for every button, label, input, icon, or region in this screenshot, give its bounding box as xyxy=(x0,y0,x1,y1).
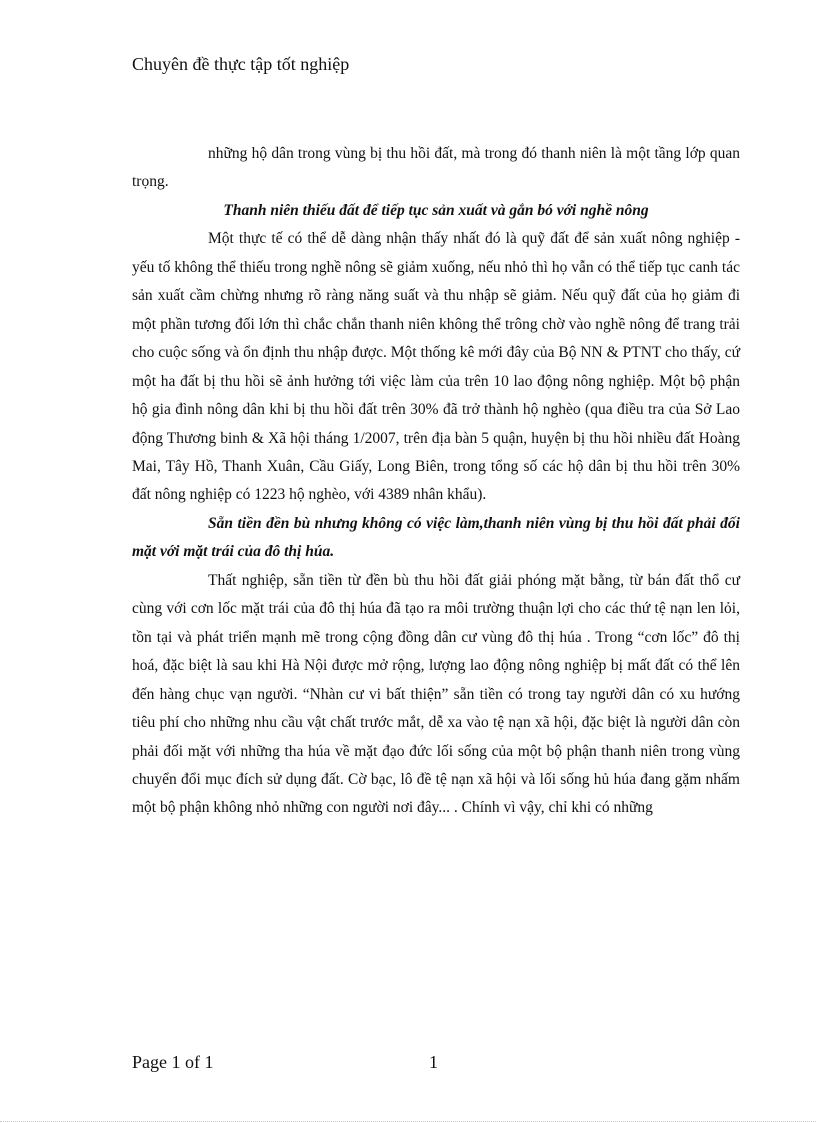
paragraph-2: Một thực tế có thể dễ dàng nhận thấy nhất đó là quỹ đất để sản xuất nông nghiệp - yếu tố không thể thiếu trong nghề nông sẽ giảm xuống, nếu nhỏ thì họ vẫn có thể tiếp tục canh tác sản xuất cầm chừng nhưng rõ ràng năng suất và thu nhập sẽ giảm. Nếu quỹ đất của họ giảm đi một phần tương đối lớn thì chắc chắn thanh niên không thể trông chờ vào nghề nông để trang trải cho cuộc sống và ổn định thu nhập được. Một thống kê mới đây của Bộ NN & PTNT cho thấy, cứ một ha đất bị thu hồi sẽ ảnh hưởng tới việc làm của trên 10 lao động nông nghiệp. Một bộ phận hộ gia đình nông dân khi bị thu hồi đất trên 30% đã trở thành hộ nghèo (qua điều tra của Sở Lao động Thương binh & Xã hội tháng 1/2007, trên địa bàn 5 quận, huyện bị thu hồi nhiều đất Hoàng Mai, Tây Hồ, Thanh Xuân, Cầu Giấy, Long Biên, trong tổng số các hộ dân bị thu hồi trên 30% đất nông nghiệp có 1223 hộ nghèo, với 4389 nhân khẩu). xyxy=(132,230,740,504)
page-edge-divider xyxy=(0,1121,816,1122)
section-heading-2: Sẵn tiền đền bù nhưng không có việc làm,thanh niên vùng bị thu hồi đất phải đối mặt với mặt trái của đô thị húa. xyxy=(132,514,740,561)
header-title: Chuyên đề thực tập tốt nghiệp xyxy=(132,54,350,74)
footer-page-label: Page 1 of 1 xyxy=(132,1052,214,1072)
paragraph-1: những hộ dân trong vùng bị thu hồi đất, mà trong đó thanh niên là một tầng lớp quan trọng. xyxy=(132,145,740,191)
footer-page-number: 1 xyxy=(429,1052,438,1072)
paragraph-3: Thất nghiệp, sẵn tiền từ đền bù thu hồi đất giải phóng mặt bằng, từ bán đất thổ cư cùng với cơn lốc mặt trái của đô thị húa đã tạo ra môi trường thuận lợi cho các thứ tệ nạn len lỏi, tồn tại và phát triển mạnh mẽ trong cộng đồng dân cư vùng đô thị húa . Trong “cơn lốc” đô thị hoá, đặc biệt là sau khi Hà Nội được mở rộng, lượng lao động nông nghiệp bị mất đất có thể lên đến hàng chục vạn người. “Nhàn cư vi bất thiện” sẵn tiền có trong tay người dân có xu hướng tiêu phí cho những nhu cầu vật chất trước mắt, dễ xa vào tệ nạn xã hội, đặc biệt là người dân còn phải đối mặt với những tha húa về mặt đạo đức lối sống của một bộ phận thanh niên trong vùng chuyển đổi mục đích sử dụng đất. Cờ bạc, lô đề tệ nạn xã hội và lối sống hủ húa đang gặm nhấm một bộ phận không nhỏ những con người nơi đây... . Chính vì vậy, chỉ khi có những xyxy=(132,571,740,817)
section-heading-1: Thanh niên thiếu đất để tiếp tục sản xuất và gắn bó với nghề nông xyxy=(223,201,649,219)
document-body xyxy=(132,140,740,823)
